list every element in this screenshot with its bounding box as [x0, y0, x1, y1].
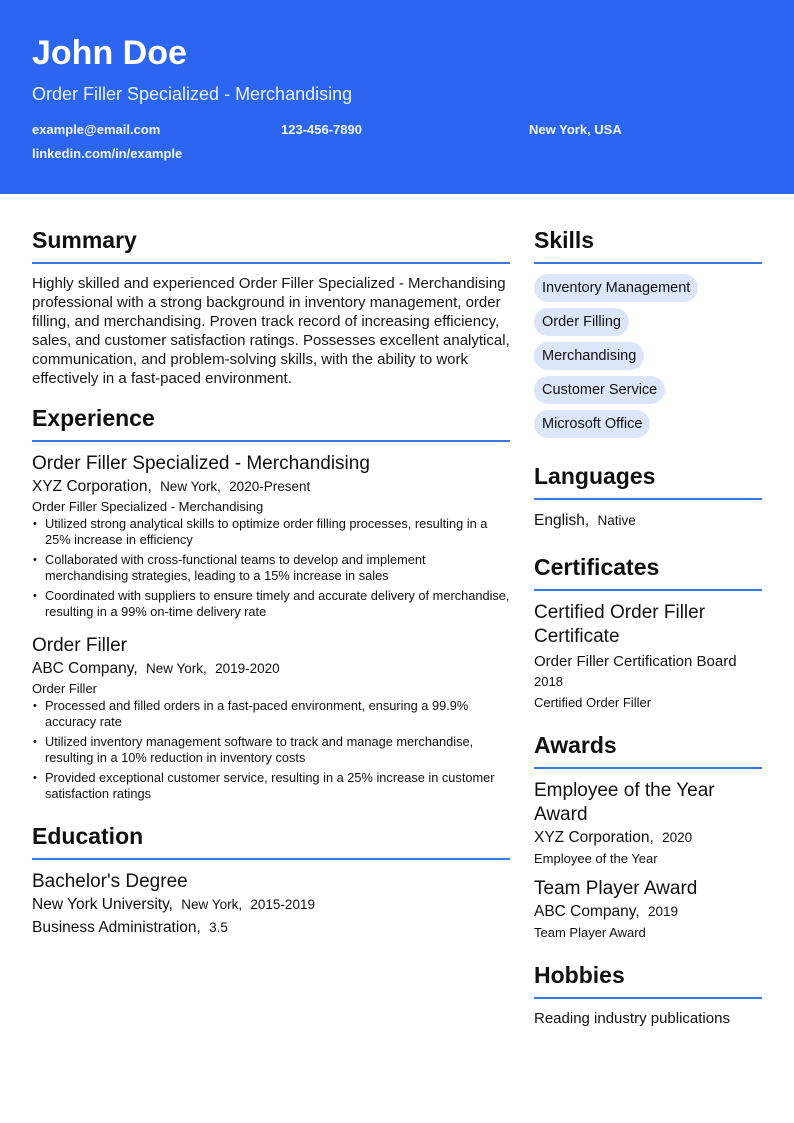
- contact-phone[interactable]: 123-456-7890: [281, 122, 362, 137]
- experience-item: [32, 634, 510, 802]
- skills-section: [534, 224, 762, 444]
- education-school: New York University,: [32, 896, 173, 913]
- certificates-section: [534, 551, 762, 713]
- education-section: [32, 820, 510, 938]
- skills-list: [534, 274, 762, 444]
- experience-title: Order Filler: [32, 635, 128, 656]
- skill-chip: Microsoft Office: [534, 410, 650, 438]
- awards-heading: Awards: [534, 729, 762, 769]
- summary-text: Highly skilled and experienced Order Filler Specialized - Merchandising professional with a strong background in inventory management, order filling, and merchandising. Proven track record of increasing efficiency, sales, and customer satisfaction ratings. Possesses excellent analytical, communication, and problem-solving skills, with the ability to work effectively in a fast-paced environment.: [32, 275, 510, 387]
- right-column: [534, 224, 762, 1028]
- award-org: ABC Company,: [534, 903, 640, 920]
- experience-company: XYZ Corporation,: [32, 478, 152, 495]
- bullet-item: • Provided exceptional customer service, resulting in a 25% increase in customer satisfaction ratings: [32, 770, 510, 802]
- experience-dates: 2019-2020: [215, 661, 280, 676]
- experience-meta: [32, 658, 510, 679]
- experience-company: ABC Company,: [32, 660, 138, 677]
- languages-section: [534, 460, 762, 531]
- language-level: Native: [597, 513, 636, 528]
- left-column: [32, 224, 510, 938]
- bullet-item: • Collaborated with cross-functional teams to develop and implement merchandising strategies, leading to a 15% increase in sales: [32, 552, 510, 584]
- award-title: Employee of the Year Award: [534, 780, 715, 825]
- skill-chip: Customer Service: [534, 376, 665, 404]
- languages-heading: Languages: [534, 460, 762, 500]
- experience-bullets: [32, 516, 510, 620]
- experience-bullets: [32, 698, 510, 802]
- experience-role: Order Filler Specialized - Merchandising: [32, 499, 264, 514]
- hobby-item: Reading industry publications: [534, 1010, 730, 1027]
- experience-role: Order Filler: [32, 681, 98, 696]
- award-title: Team Player Award: [534, 878, 698, 899]
- bullet-item: • Processed and filled orders in a fast-paced environment, ensuring a 99.9% accuracy rate: [32, 698, 510, 730]
- hobbies-section: [534, 959, 762, 1028]
- awards-section: [534, 729, 762, 943]
- contact-linkedin[interactable]: linkedin.com/in/example: [32, 146, 183, 161]
- education-field-row: [32, 917, 510, 938]
- skill-chip: Order Filling: [534, 308, 629, 336]
- award-item: [534, 779, 762, 869]
- education-meta: [32, 894, 510, 915]
- job-title: Order Filler Specialized - Merchandising: [32, 84, 353, 104]
- skills-heading: Skills: [534, 224, 762, 264]
- education-heading: Education: [32, 820, 510, 860]
- experience-heading: Experience: [32, 402, 510, 442]
- contact-email[interactable]: example@email.com: [32, 122, 161, 137]
- bullet-item: • Utilized inventory management software to track and manage merchandise, resulting in a 10% reduction in inventory costs: [32, 734, 510, 766]
- education-degree: Bachelor's Degree: [32, 871, 188, 892]
- bullet-item: • Coordinated with suppliers to ensure timely and accurate delivery of merchandise, resulting in a 99% on-time delivery rate: [32, 588, 510, 620]
- skill-chip: Merchandising: [534, 342, 644, 370]
- certificate-issuer: Order Filler Certification Board: [534, 653, 737, 670]
- experience-section: [32, 402, 510, 802]
- certificates-heading: Certificates: [534, 551, 762, 591]
- experience-item: [32, 452, 510, 620]
- skill-chip: Inventory Management: [534, 274, 698, 302]
- award-meta: [534, 901, 762, 922]
- contact-location: New York, USA: [529, 122, 622, 137]
- experience-location: New York,: [145, 661, 207, 676]
- award-meta: [534, 827, 762, 848]
- certificate-name: Certified Order Filler Certificate: [534, 602, 706, 647]
- resume-header: [0, 0, 794, 194]
- bullet-item: • Utilized strong analytical skills to optimize order filling processes, resulting in a 25% increase in efficiency: [32, 516, 510, 548]
- award-org: XYZ Corporation,: [534, 829, 654, 846]
- award-year: 2020: [662, 830, 693, 845]
- certificate-description: Certified Order Filler: [534, 695, 652, 710]
- experience-dates: 2020-Present: [229, 479, 311, 494]
- candidate-name: John Doe: [32, 34, 187, 72]
- summary-section: [32, 224, 510, 388]
- hobbies-heading: Hobbies: [534, 959, 762, 999]
- award-item: [534, 877, 762, 943]
- education-location: New York,: [181, 897, 243, 912]
- education-gpa: 3.5: [209, 920, 228, 935]
- experience-meta: [32, 476, 510, 497]
- education-field: Business Administration,: [32, 919, 201, 936]
- experience-location: New York,: [160, 479, 221, 494]
- certificate-year: 2018: [534, 674, 563, 689]
- language-row: [534, 510, 762, 531]
- language-name: English,: [534, 512, 590, 529]
- experience-title: Order Filler Specialized - Merchandising: [32, 453, 370, 474]
- summary-heading: Summary: [32, 224, 510, 264]
- education-dates: 2015-2019: [250, 897, 315, 912]
- award-year: 2019: [647, 904, 679, 919]
- award-description: Employee of the Year: [534, 851, 658, 866]
- award-description: Team Player Award: [534, 925, 646, 940]
